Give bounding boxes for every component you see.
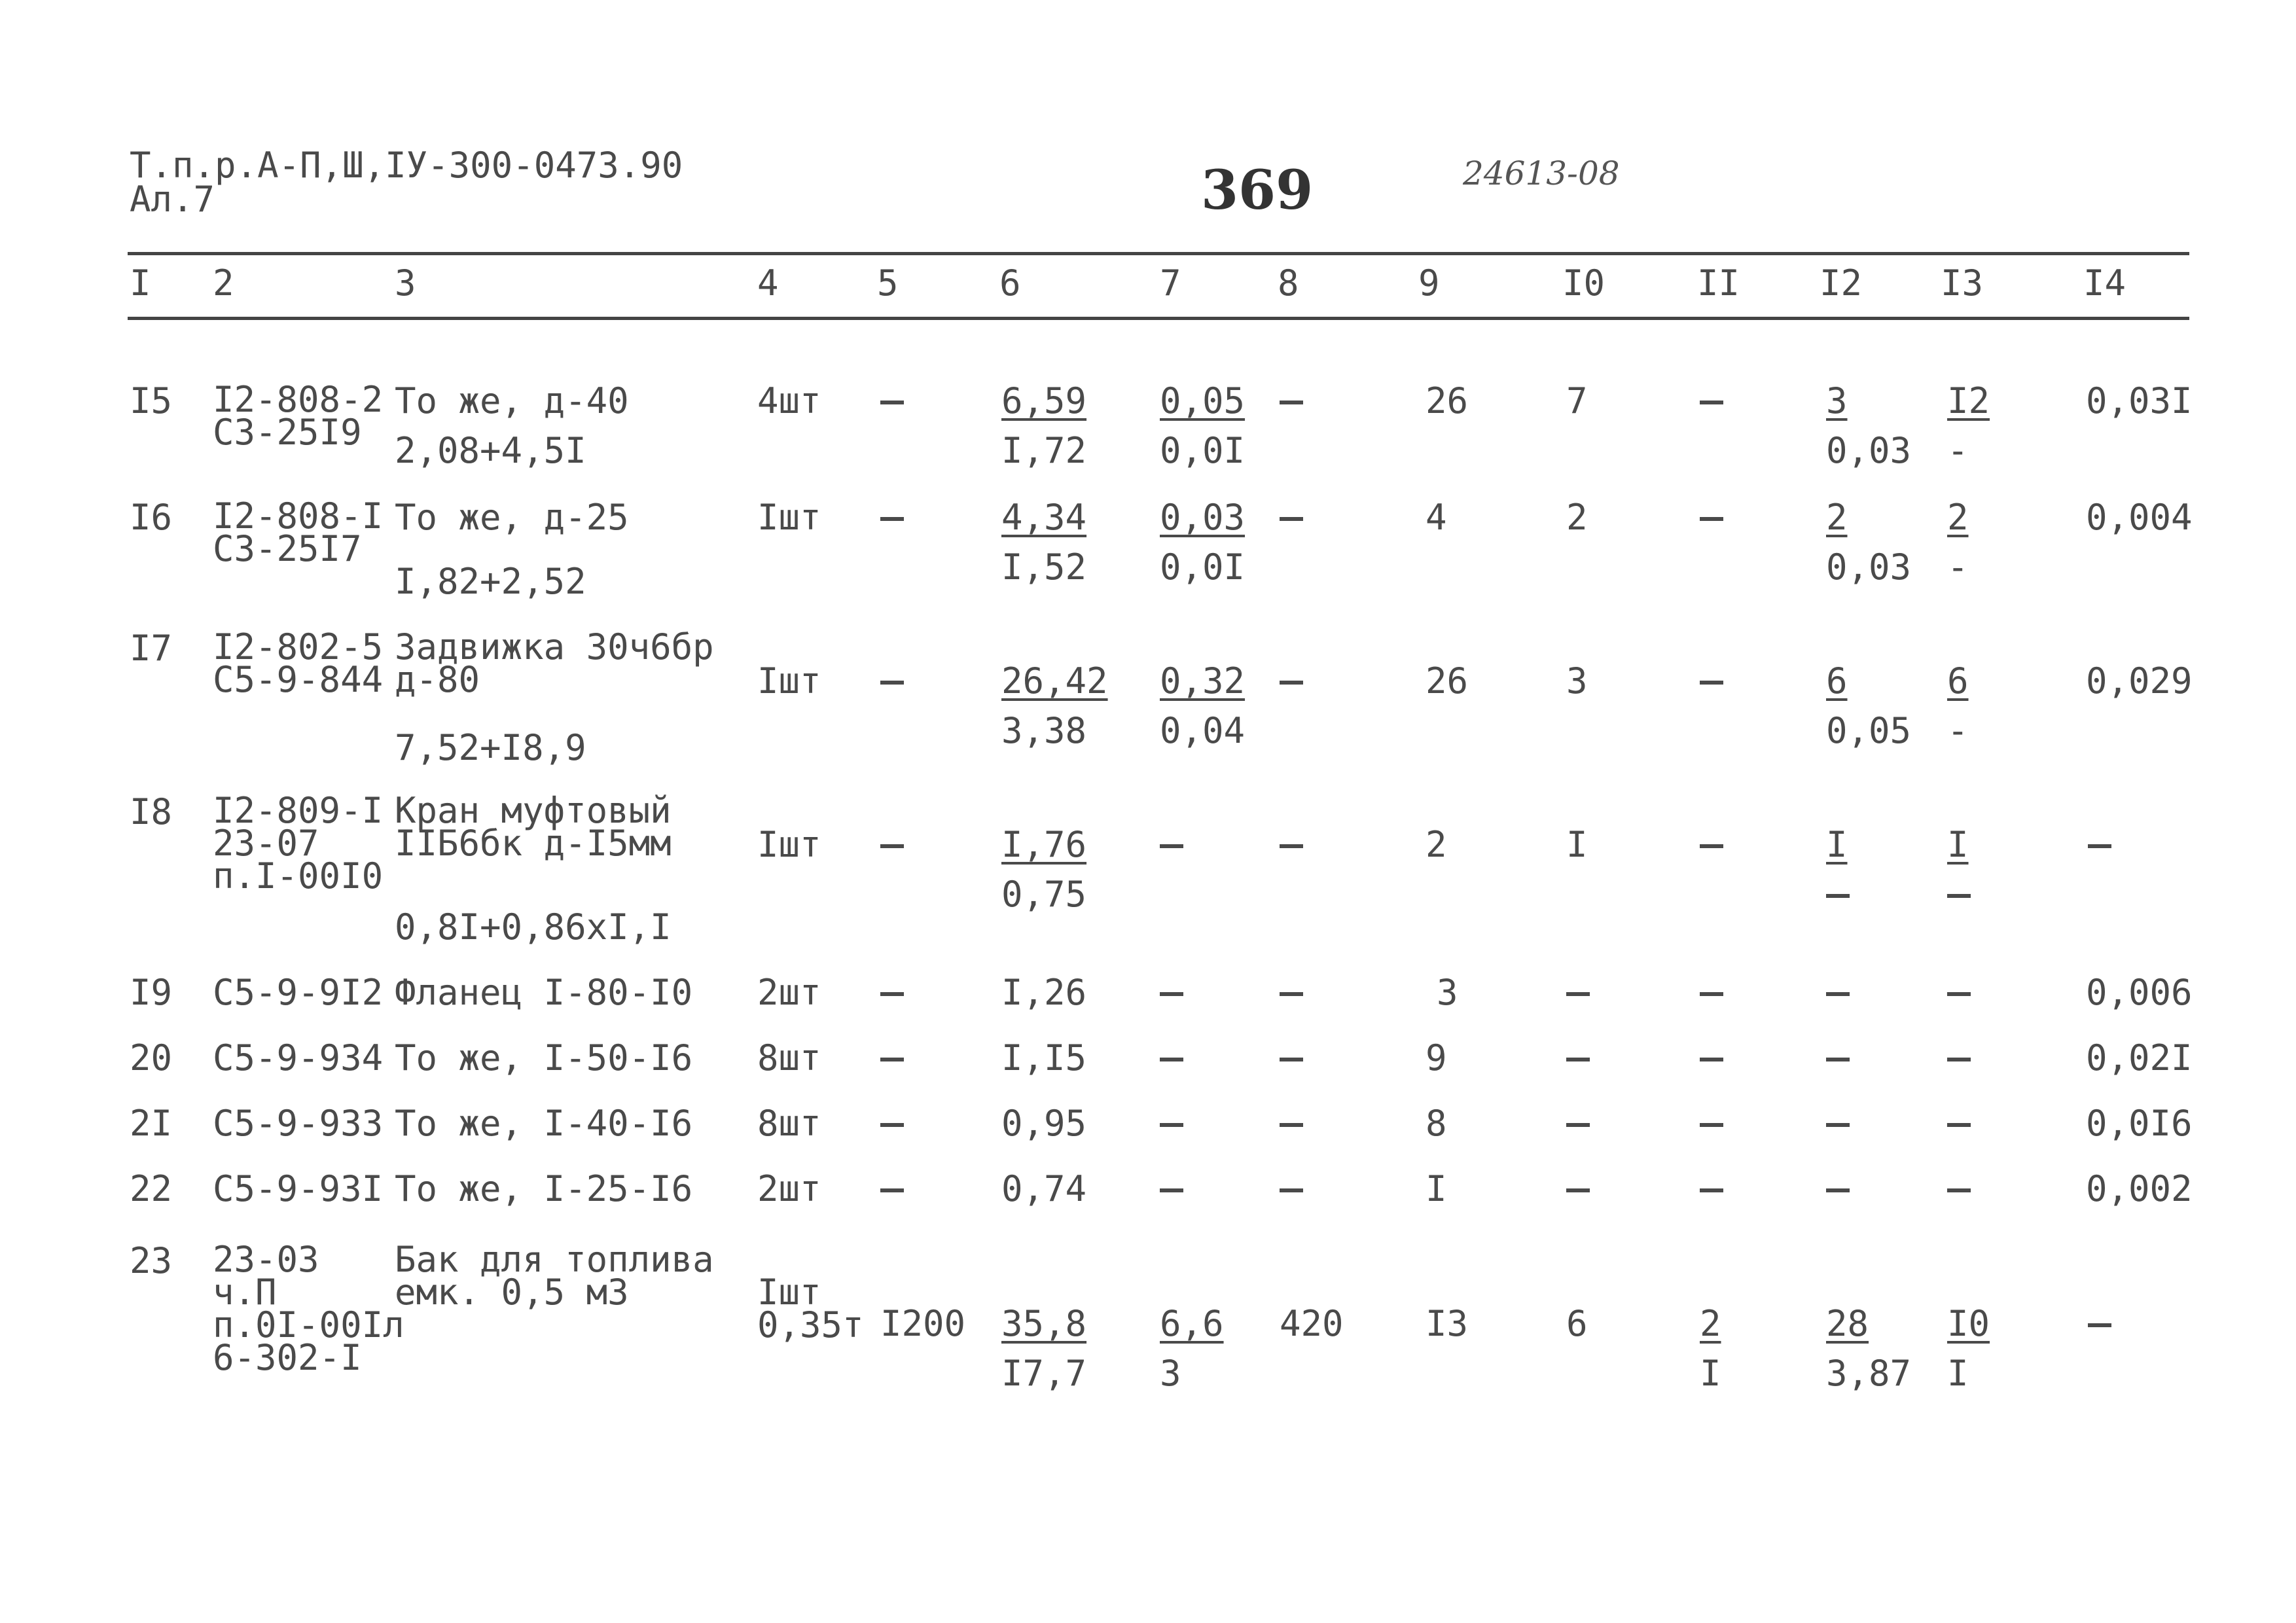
col13-bottom: - bbox=[1947, 710, 1969, 751]
col11-dash bbox=[1700, 1123, 1723, 1127]
col12-top: 6 bbox=[1826, 660, 1848, 702]
col12-bottom: 0,03 bbox=[1826, 546, 1912, 588]
col6-bottom: I7,7 bbox=[1001, 1353, 1087, 1394]
row-number: I8 bbox=[130, 791, 173, 832]
calc-formula: I,82+2,52 bbox=[395, 561, 586, 602]
row-number: I9 bbox=[130, 972, 173, 1013]
col11-bottom: I bbox=[1700, 1353, 1721, 1394]
quantity: Iшт 0,35т bbox=[757, 1272, 864, 1346]
col13-dash bbox=[1947, 1123, 1971, 1127]
col14-dash bbox=[2088, 844, 2111, 848]
norm-code: С5-9-9I2 bbox=[213, 972, 384, 1013]
col12-bottom: 0,05 bbox=[1826, 710, 1912, 751]
col8-dash bbox=[1280, 1123, 1303, 1127]
column-header: I bbox=[130, 262, 151, 304]
column-header: 4 bbox=[757, 262, 779, 304]
item-name: То же, I-25-I6 bbox=[395, 1168, 693, 1209]
quantity: Iшт bbox=[757, 660, 821, 702]
row-number: 20 bbox=[130, 1037, 173, 1079]
col13-bottom-dash bbox=[1947, 894, 1971, 898]
col7-dash bbox=[1160, 992, 1183, 996]
col12-dash bbox=[1826, 1058, 1850, 1061]
col5-dash bbox=[880, 1188, 904, 1192]
col7-top: 6,6 bbox=[1160, 1303, 1224, 1344]
column-header: II bbox=[1697, 262, 1740, 304]
table-top-rule bbox=[128, 252, 2189, 255]
col9-value: 2 bbox=[1426, 824, 1447, 865]
col6-bottom: I,52 bbox=[1001, 546, 1087, 588]
col5-dash bbox=[880, 1058, 904, 1061]
row-number: I6 bbox=[130, 497, 173, 538]
col6-top: 4,34 bbox=[1001, 497, 1087, 538]
col8-value: 420 bbox=[1280, 1303, 1344, 1344]
norm-code: 23-03 ч.П п.0I-00Iл 6-302-I bbox=[213, 1239, 404, 1378]
album-label: Ал.7 bbox=[130, 179, 215, 220]
col14-value: 0,006 bbox=[2086, 972, 2193, 1013]
quantity: 2шт bbox=[757, 1168, 821, 1209]
col14-dash bbox=[2088, 1323, 2111, 1327]
item-name: То же, д-40 bbox=[395, 380, 629, 421]
handwritten-code: 24613-08 bbox=[1463, 154, 1620, 192]
col13-top: I2 bbox=[1947, 380, 1990, 421]
col10-dash bbox=[1566, 1123, 1590, 1127]
col10-value: 6 bbox=[1566, 1303, 1588, 1344]
col10-dash bbox=[1566, 1188, 1590, 1192]
item-name: Бак для топлива емк. 0,5 м3 bbox=[395, 1239, 714, 1313]
col9-value: 3 bbox=[1437, 972, 1458, 1013]
quantity: 8шт bbox=[757, 1037, 821, 1079]
norm-code: I2-808-I С3-25I7 bbox=[213, 495, 384, 569]
col5-dash bbox=[880, 681, 904, 685]
col6-value: 0,74 bbox=[1001, 1168, 1087, 1209]
col10-value: 2 bbox=[1566, 497, 1588, 538]
item-name: Задвижка 30ч6бр д-80 bbox=[395, 626, 714, 700]
page-number: 369 bbox=[1201, 159, 1314, 222]
col11-dash bbox=[1700, 401, 1723, 404]
col11-dash bbox=[1700, 844, 1723, 848]
col14-value: 0,029 bbox=[2086, 660, 2193, 702]
col6-value: 0,95 bbox=[1001, 1103, 1087, 1144]
col6-top: 6,59 bbox=[1001, 380, 1087, 421]
item-name: То же, д-25 bbox=[395, 497, 629, 538]
col13-dash bbox=[1947, 1188, 1971, 1192]
col12-bottom: 3,87 bbox=[1826, 1353, 1912, 1394]
col5-dash bbox=[880, 1123, 904, 1127]
document-reference: Т.п.р.А-П,Ш,IУ-300-0473.90 bbox=[130, 145, 683, 186]
col7-dash bbox=[1160, 1058, 1183, 1061]
quantity: Iшт bbox=[757, 497, 821, 538]
column-header: 2 bbox=[213, 262, 234, 304]
column-header: 7 bbox=[1160, 262, 1181, 304]
col14-value: 0,002 bbox=[2086, 1168, 2193, 1209]
col8-dash bbox=[1280, 844, 1303, 848]
col6-top: 26,42 bbox=[1001, 660, 1108, 702]
column-header: 3 bbox=[395, 262, 416, 304]
calc-formula: 0,8I+0,86хI,I bbox=[395, 906, 672, 948]
col12-top: 28 bbox=[1826, 1303, 1869, 1344]
col13-top: I0 bbox=[1947, 1303, 1990, 1344]
col6-bottom: 3,38 bbox=[1001, 710, 1087, 751]
norm-code: С5-9-933 bbox=[213, 1103, 384, 1144]
calc-formula: 2,08+4,5I bbox=[395, 430, 586, 471]
col7-dash bbox=[1160, 1123, 1183, 1127]
item-name: Кран муфтовый IIБ6бк д-I5мм bbox=[395, 790, 672, 864]
col10-value: 7 bbox=[1566, 380, 1588, 421]
col6-value: I,26 bbox=[1001, 972, 1087, 1013]
norm-code: I2-802-5 С5-9-844 bbox=[213, 626, 384, 700]
header-bottom-rule bbox=[128, 317, 2189, 320]
col11-dash bbox=[1700, 517, 1723, 521]
column-header: 6 bbox=[999, 262, 1021, 304]
column-header: 9 bbox=[1418, 262, 1440, 304]
col14-value: 0,03I bbox=[2086, 380, 2193, 421]
col11-top: 2 bbox=[1700, 1303, 1721, 1344]
col12-top: I bbox=[1826, 824, 1848, 865]
col13-dash bbox=[1947, 1058, 1971, 1061]
col13-top: I bbox=[1947, 824, 1969, 865]
col5-dash bbox=[880, 517, 904, 521]
quantity: Iшт bbox=[757, 824, 821, 865]
col6-top: I,76 bbox=[1001, 824, 1087, 865]
col7-bottom: 0,0I bbox=[1160, 546, 1246, 588]
col9-value: I bbox=[1426, 1168, 1447, 1209]
col7-top: 0,03 bbox=[1160, 497, 1246, 538]
norm-code: С5-9-93I bbox=[213, 1168, 384, 1209]
col5-dash bbox=[880, 992, 904, 996]
quantity: 2шт bbox=[757, 972, 821, 1013]
col6-value: I,I5 bbox=[1001, 1037, 1087, 1079]
col5-dash bbox=[880, 844, 904, 848]
col12-top: 2 bbox=[1826, 497, 1848, 538]
col13-bottom: - bbox=[1947, 546, 1969, 588]
col9-value: I3 bbox=[1426, 1303, 1469, 1344]
col9-value: 8 bbox=[1426, 1103, 1447, 1144]
column-header: I4 bbox=[2083, 262, 2126, 304]
column-header: I2 bbox=[1820, 262, 1863, 304]
col9-value: 26 bbox=[1426, 380, 1469, 421]
col13-bottom: - bbox=[1947, 430, 1969, 471]
col12-top: 3 bbox=[1826, 380, 1848, 421]
col6-bottom: I,72 bbox=[1001, 430, 1087, 471]
col12-dash bbox=[1826, 992, 1850, 996]
col10-value: 3 bbox=[1566, 660, 1588, 702]
col5-value: I200 bbox=[880, 1303, 966, 1344]
col7-top: 0,05 bbox=[1160, 380, 1246, 421]
row-number: 22 bbox=[130, 1168, 173, 1209]
col11-dash bbox=[1700, 1058, 1723, 1061]
col9-value: 4 bbox=[1426, 497, 1447, 538]
col8-dash bbox=[1280, 1058, 1303, 1061]
col12-bottom: 0,03 bbox=[1826, 430, 1912, 471]
norm-code: I2-808-2 С3-25I9 bbox=[213, 379, 384, 453]
item-name: То же, I-50-I6 bbox=[395, 1037, 693, 1079]
col13-bottom: I bbox=[1947, 1353, 1969, 1394]
col7-bottom: 0,0I bbox=[1160, 430, 1246, 471]
row-number: 23 bbox=[130, 1240, 173, 1281]
col8-dash bbox=[1280, 992, 1303, 996]
column-header: 5 bbox=[877, 262, 899, 304]
col8-dash bbox=[1280, 517, 1303, 521]
col7-bottom: 0,04 bbox=[1160, 710, 1246, 751]
col13-top: 6 bbox=[1947, 660, 1969, 702]
col7-bottom: 3 bbox=[1160, 1353, 1181, 1394]
col13-top: 2 bbox=[1947, 497, 1969, 538]
col11-dash bbox=[1700, 681, 1723, 685]
col8-dash bbox=[1280, 401, 1303, 404]
col10-dash bbox=[1566, 992, 1590, 996]
col9-value: 9 bbox=[1426, 1037, 1447, 1079]
col7-dash bbox=[1160, 1188, 1183, 1192]
quantity: 4шт bbox=[757, 380, 821, 421]
norm-code: С5-9-934 bbox=[213, 1037, 384, 1079]
col5-dash bbox=[880, 401, 904, 404]
col6-bottom: 0,75 bbox=[1001, 874, 1087, 915]
column-header: 8 bbox=[1278, 262, 1299, 304]
col12-dash bbox=[1826, 1188, 1850, 1192]
col10-value: I bbox=[1566, 824, 1588, 865]
item-name: Фланец I-80-I0 bbox=[395, 972, 693, 1013]
col8-dash bbox=[1280, 1188, 1303, 1192]
col14-value: 0,0I6 bbox=[2086, 1103, 2193, 1144]
calc-formula: 7,52+I8,9 bbox=[395, 727, 586, 768]
quantity: 8шт bbox=[757, 1103, 821, 1144]
row-number: I7 bbox=[130, 628, 173, 669]
column-header: I3 bbox=[1941, 262, 1984, 304]
col8-dash bbox=[1280, 681, 1303, 685]
norm-code: I2-809-I 23-07 п.I-00I0 bbox=[213, 790, 384, 897]
col7-dash bbox=[1160, 844, 1183, 848]
col14-value: 0,004 bbox=[2086, 497, 2193, 538]
row-number: I5 bbox=[130, 380, 173, 421]
col11-dash bbox=[1700, 992, 1723, 996]
col6-top: 35,8 bbox=[1001, 1303, 1087, 1344]
col9-value: 26 bbox=[1426, 660, 1469, 702]
col11-dash bbox=[1700, 1188, 1723, 1192]
column-header: I0 bbox=[1562, 262, 1605, 304]
col14-value: 0,02I bbox=[2086, 1037, 2193, 1079]
row-number: 2I bbox=[130, 1103, 173, 1144]
col12-dash bbox=[1826, 1123, 1850, 1127]
col12-bottom-dash bbox=[1826, 894, 1850, 898]
col13-dash bbox=[1947, 992, 1971, 996]
col7-top: 0,32 bbox=[1160, 660, 1246, 702]
item-name: То же, I-40-I6 bbox=[395, 1103, 693, 1144]
col10-dash bbox=[1566, 1058, 1590, 1061]
